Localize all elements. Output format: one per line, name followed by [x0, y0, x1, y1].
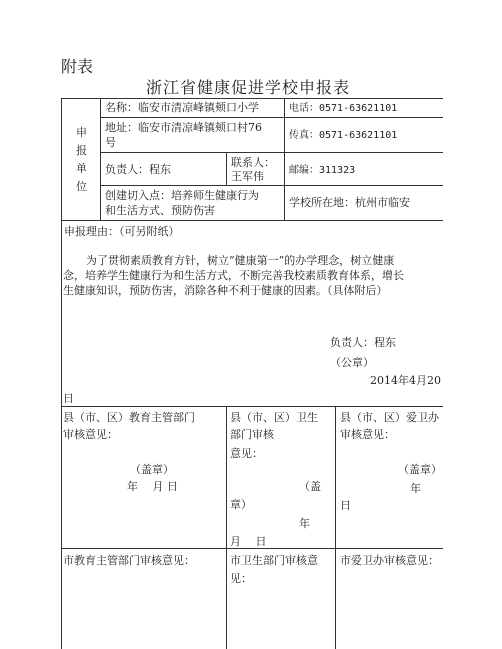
- reason-date: 2014年4月20: [370, 374, 441, 387]
- county-patriotic-year: 年: [410, 482, 421, 495]
- postcode: 邮编：311323: [289, 165, 356, 176]
- row-divider: [100, 185, 443, 186]
- row-divider: [100, 117, 443, 118]
- section-divider: [61, 406, 443, 407]
- county-edu-label: 审核意见：: [63, 428, 118, 441]
- table-border-top: [61, 98, 443, 99]
- section-divider: [61, 548, 443, 549]
- entry-point-line-2: 和生活方式、预防伤害: [105, 204, 215, 217]
- reason-date-tail: 日: [63, 392, 74, 405]
- city-patriotic-label: 市爱卫办审核意见：: [340, 554, 439, 567]
- fax-number: 传真：0571-63621101: [289, 130, 398, 141]
- applicant-label-3: 单: [76, 162, 87, 175]
- applicant-label-4: 位: [76, 180, 87, 193]
- col-divider: [100, 98, 101, 220]
- city-health-label-2: 见：: [230, 572, 252, 585]
- address-line-1: 地址：临安市清凉峰镇颊口村76: [105, 121, 262, 134]
- county-health-title-2: 部门审核: [230, 428, 274, 441]
- applicant-label-1: 申: [76, 126, 87, 139]
- col-divider: [335, 406, 336, 649]
- county-health-year: 年: [299, 517, 310, 530]
- reason-line-1: 为了贯彻素质教育方针，树立“健康第一”的办学理念，树立健康: [86, 254, 395, 267]
- address-line-2: 号: [105, 136, 116, 149]
- entry-point-line-1: 创建切入点：培养师生健康行为: [105, 189, 259, 202]
- county-edu-date: 年 月 日: [127, 480, 178, 493]
- county-edu-seal: （盖章）: [130, 463, 174, 476]
- reason-heading: 申报理由：（可另附纸）: [64, 225, 180, 238]
- county-health-seal-a: （盖: [299, 480, 321, 493]
- county-patriotic-day: 日: [340, 499, 351, 512]
- contact-name: 王军伟: [231, 170, 264, 183]
- county-health-seal-b: 章）: [230, 498, 252, 511]
- reason-line-2: 念，培养学生健康行为和生活方式，不断完善我校素质教育体系，增长: [63, 269, 404, 282]
- school-location: 学校所在地：杭州市临安: [289, 196, 410, 209]
- city-health-label: 市卫生部门审核意: [230, 554, 318, 567]
- county-edu-title: 县（市、区）教育主管部门: [63, 411, 195, 424]
- table-border-left: [61, 98, 62, 649]
- col-divider: [226, 406, 227, 649]
- section-divider: [61, 220, 443, 221]
- principal: 负责人：程东: [105, 163, 171, 176]
- city-edu-label: 市教育主管部门审核意见：: [63, 554, 195, 567]
- document-title: 浙江省健康促进学校申报表: [146, 78, 351, 97]
- county-patriotic-label: 审核意见：: [340, 428, 395, 441]
- county-health-month-day: 月 日: [230, 535, 267, 548]
- county-health-title: 县（市、区）卫生: [230, 411, 318, 424]
- phone-number: 电话：0571-63621101: [289, 103, 398, 114]
- reason-signer: 负责人：程东: [330, 336, 396, 349]
- school-name: 名称：临安市清凉峰镇颊口小学: [105, 101, 259, 114]
- county-health-label: 意见：: [230, 447, 263, 460]
- col-divider: [226, 152, 227, 185]
- reason-seal: （公章）: [330, 356, 374, 369]
- county-patriotic-seal: （盖章）: [398, 463, 442, 476]
- page-title: 附表: [61, 57, 94, 76]
- col-divider: [284, 98, 285, 220]
- county-patriotic-title: 县（市、区）爱卫办: [340, 411, 439, 424]
- applicant-label-2: 报: [76, 144, 87, 157]
- reason-line-3: 生健康知识，预防伤害，消除各种不利于健康的因素。（具体附后）: [63, 284, 388, 297]
- row-divider: [100, 152, 443, 153]
- contact-label: 联系人：: [231, 156, 275, 169]
